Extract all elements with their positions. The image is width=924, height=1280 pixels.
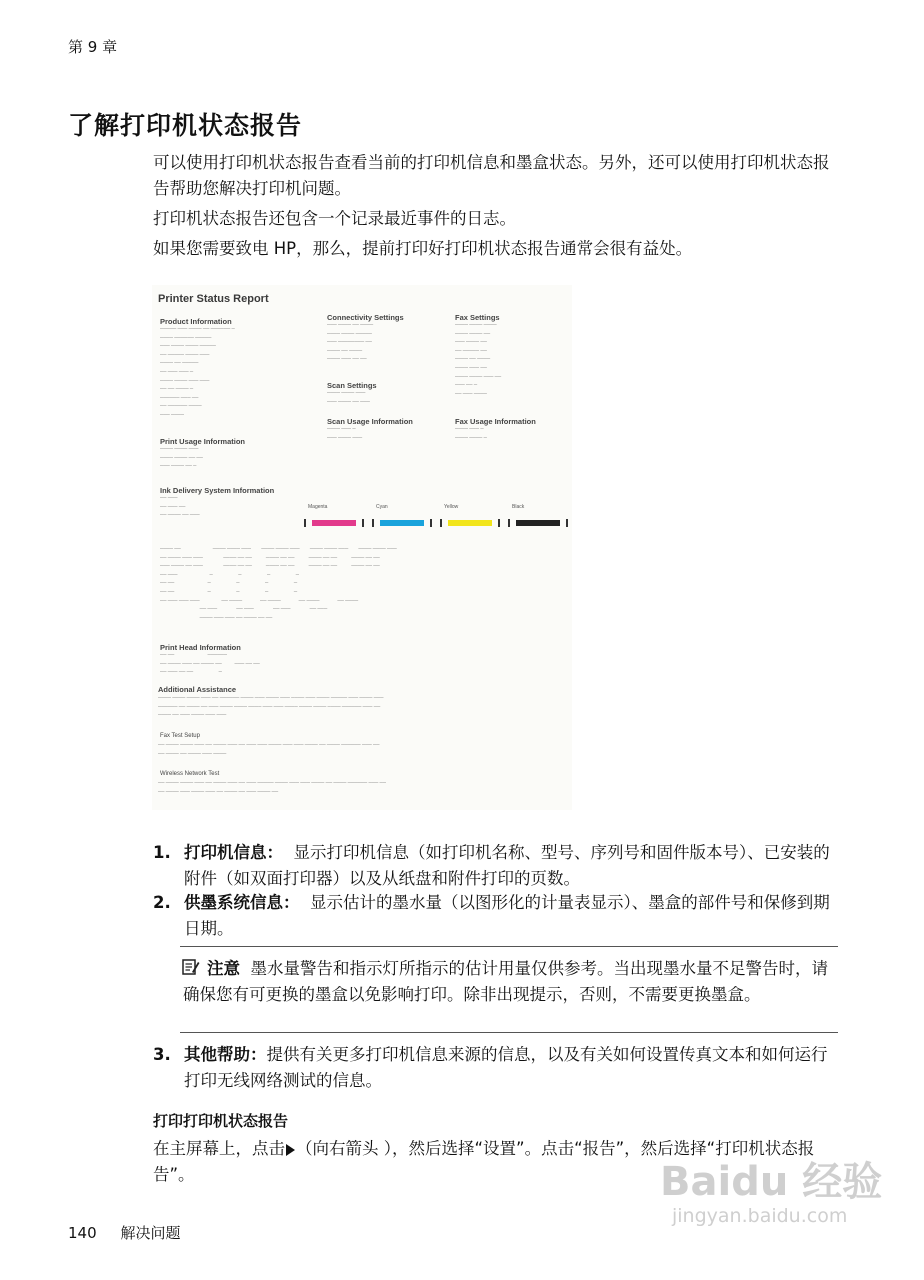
report-section-fax-test: Fax Test Setup xyxy=(160,733,200,739)
watermark-logo: Baidu 经验 xyxy=(660,1159,883,1205)
procedure-heading: 打印打印机状态报告 xyxy=(153,1112,289,1130)
report-lines: ── ──── ──── ─── ── ──── ─── ── ─── ───── ──── ─── ─── ──── ── ──── ────── ─── ── ── ──── ─── ──── ─── ── ──── ── ─── ──── ── xyxy=(158,780,387,794)
report-lines: ──── ── ──── ──── ─── ──── ──── ─── ──── ──── ─── ──── ──── ─── ── ──── ─── ─── ──── ── ── ──── ── ── ──── ── ── ──── ── ── ─── ──── ── ─── ──── ── ── ──── ── ── ──── ── ── ──── ── ── ── ─── ─ ─ ─ ─ ── ── ─ ─ ─ ─ ── ── ─ ─ ─ ─ ── ─── ─── ─── ── ──── ── ──── ── ──── ── ──── ── ─── ── ─── ── ─── ── ─── ──── ─── ─── ── ──── ── ── xyxy=(160,546,397,620)
chapter-header: 第 9 章 xyxy=(68,38,118,56)
report-lines: ──── ──── ──── ──── ──── ── ─── ──── ── ── ───── ── ──── ── ──── ──── ─── ── ──── ──── ─── ── ─── ── ─ ── ─── ──── xyxy=(455,322,502,396)
list-item-number: 3. xyxy=(153,1045,171,1064)
intro-paragraph-1: 可以使用打印机状态报告查看当前的打印机信息和墨盒状态。另外，还可以使用打印机状态报告帮助您解决打印机问题。 xyxy=(153,153,830,198)
report-section-assistance: Additional Assistance xyxy=(158,685,237,694)
watermark-url: jingyan.baidu.com xyxy=(672,1205,848,1227)
report-section-ink: Ink Delivery System Information xyxy=(160,486,275,495)
report-section-scan: Scan Settings xyxy=(327,381,377,390)
list-item-label: 打印机信息： xyxy=(184,843,283,862)
note-label: 注意 xyxy=(207,959,240,978)
page-footer xyxy=(68,1222,181,1243)
report-lines: ── ──── ──── ─── ── ──── ─── ── ─── ─── ──── ─── ─── ──── ── ──── ────── ─── ── ── ──── ── ──── ─── ──── xyxy=(158,742,380,756)
report-section-fax-usage: Fax Usage Information xyxy=(455,417,536,426)
report-lines: ──── ──── ─── ──── ──── ── ── ─── ──── ── ─ xyxy=(160,446,203,469)
report-lines: ──── ──── ─── ─── ──── ── ─── xyxy=(327,390,370,404)
ink-gauge-magenta xyxy=(304,519,364,527)
ink-gauge-cyan xyxy=(372,519,432,527)
note-text: 墨水量警告和指示灯所指示的估计用量仅供参考。当出现墨水量不足警告时，请确保您有可更换的墨盒以免影响打印。除非出现提示，否则，不需要更换墨盒。 xyxy=(183,959,828,1004)
note-top-rule xyxy=(180,946,838,947)
report-section-printhead: Print Head Information xyxy=(160,643,241,652)
report-section-connectivity: Connectivity Settings xyxy=(327,313,404,322)
page-number: 140 xyxy=(68,1224,97,1242)
report-lines: ──── ─── ─ ──── ──── ─ xyxy=(455,426,487,440)
report-lines: ── ── ────── ── ──── ─── ── ──── ── ─── ── ── ── ─── ── ── ─ xyxy=(160,652,260,675)
report-lines: ───── ─── ──── ── ────── ─ ──── ────── ───── ─── ──── ──── ───── ── ───── ──── ─── ──── ── ───── ── ─── ─── ─ ──── ──── ─── ─── ── ── ──── ─ ────── ─── ── ── ────── ──── ─── ──── xyxy=(160,326,235,417)
report-lines: ── ─── ── ─── ── ── ──── ── ─── xyxy=(160,495,200,518)
report-lines: ──── ──── ──── ─── ── ────── ──── ─── ──── ─── ──── ─── ──── ───── ─── ──── ─── ────── ── ──── ── ─── ──── ──── ──── ─── ─── ──── ──── ──── ──── ────── ─── ── ──── ── ─── ──── ─── ─── xyxy=(158,695,384,718)
ink-gauge-yellow xyxy=(440,519,500,527)
ink-column-yellow: Yellow xyxy=(444,504,459,510)
list-item-label: 供墨系统信息： xyxy=(184,893,300,912)
ink-column-cyan: Cyan xyxy=(376,504,388,510)
report-lines: ─── ──── ── ──── ──── ──── ───── ─── ──────── ── ──── ── ──── ──── ─── ── ── xyxy=(327,322,374,362)
ink-column-magenta: Magenta xyxy=(308,504,328,510)
list-item-text: 显示估计的墨水量（以图形化的计量表显示）、墨盒的部件号和保修到期日期。 xyxy=(184,893,830,938)
report-section-scan-usage: Scan Usage Information xyxy=(327,417,413,426)
report-section-print-usage: Print Usage Information xyxy=(160,437,246,446)
intro-paragraph-3: 如果您需要致电 HP，那么，提前打印好打印机状态报告通常会很有益处。 xyxy=(153,239,693,258)
right-arrow-icon xyxy=(286,1144,295,1156)
note-bottom-rule xyxy=(180,1032,838,1033)
report-title: Printer Status Report xyxy=(158,293,269,305)
list-item-number: 1. xyxy=(153,843,171,862)
footer-section-title: 解决问题 xyxy=(120,1224,181,1242)
list-item-1 xyxy=(153,840,843,892)
report-section-product: Product Information xyxy=(160,317,232,326)
list-item-text: 提供有关更多打印机信息来源的信息，以及有关如何设置传真文本和如何运行打印无线网络测试的信息。 xyxy=(184,1045,828,1090)
ink-gauge-black xyxy=(508,519,568,527)
page-title: 了解打印机状态报告 xyxy=(68,111,303,140)
list-item-label: 其他帮助： xyxy=(184,1045,267,1064)
list-item-text: 显示打印机信息（如打印机名称、型号、序列号和固件版本号）、已安装的附件（如双面打印器）以及从纸盘和附件打印的页数。 xyxy=(184,843,830,888)
list-item-2 xyxy=(153,890,843,942)
list-item-number: 2. xyxy=(153,893,171,912)
procedure-text-after: （向右箭头 ），然后选择“设置”。点击“报告”，然后选择“打印机状态报告”。 xyxy=(153,1139,815,1184)
procedure-text-before: 在主屏幕上，点击 xyxy=(153,1139,285,1158)
intro-paragraph-2: 打印机状态报告还包含一个记录最近事件的日志。 xyxy=(153,209,516,228)
printer-status-report-image xyxy=(152,285,572,810)
report-lines: ──── ─── ─ ─── ──── ─── xyxy=(327,426,363,440)
report-section-fax: Fax Settings xyxy=(455,313,500,322)
ink-column-black: Black xyxy=(512,504,525,510)
list-item-3 xyxy=(153,1042,843,1094)
report-section-wireless-test: Wireless Network Test xyxy=(160,771,220,777)
note-block xyxy=(183,956,843,1008)
